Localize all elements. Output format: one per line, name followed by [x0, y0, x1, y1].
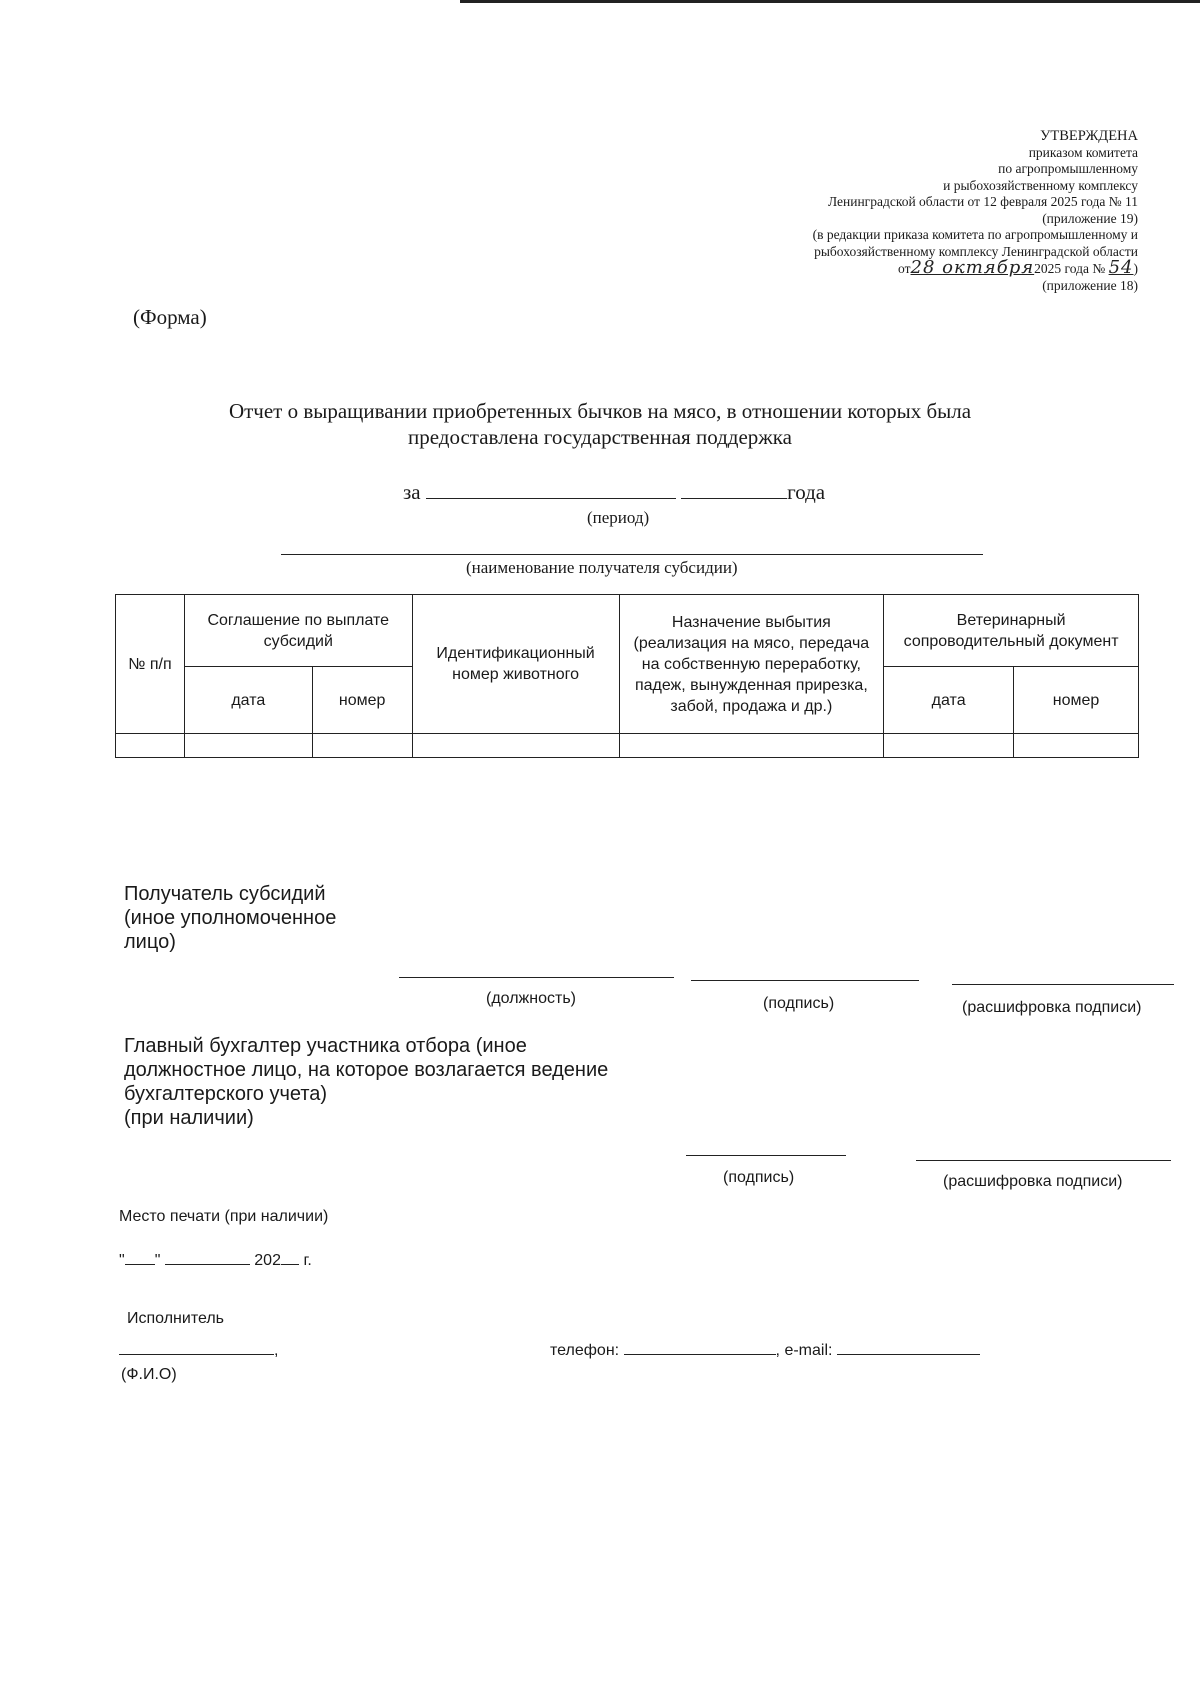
accountant-line-2: должностное лицо, на которое возлагается ведение [124, 1059, 609, 1081]
period-caption: (период) [587, 508, 650, 527]
approval-line: и рыбохозяйственному комплексу [943, 177, 1138, 193]
accountant-line-3: бухгалтерского учета) [124, 1083, 328, 1105]
table-cell[interactable] [116, 734, 185, 758]
recipient-name-line[interactable] [281, 554, 983, 555]
period-blank[interactable] [426, 480, 676, 499]
title-line-2: предоставлена государственная поддержка [407, 425, 792, 449]
approval-line: рыбохозяйственному комплексу Ленинградской области [814, 243, 1138, 259]
recipient-caption: (наименование получателя субсидии) [466, 558, 738, 577]
executor-name-row [119, 1340, 278, 1360]
approval-date-line [813, 257, 1138, 278]
document-title [150, 398, 1050, 450]
header-agreement-date: дата [184, 667, 312, 734]
date-line [119, 1250, 312, 1270]
form-label: (Форма) [133, 305, 207, 329]
approval-line: приказом комитета [1028, 144, 1138, 160]
recipient-line-1: Получатель субсидий [124, 883, 326, 905]
period-suffix: года [787, 480, 826, 504]
executor-comma: , [274, 1342, 279, 1359]
phone-blank[interactable] [624, 1340, 776, 1355]
signature-caption: (подпись) [763, 995, 835, 1012]
year-blank[interactable] [681, 480, 787, 499]
header-animal-id: Идентификационный номер животного [412, 595, 619, 734]
report-table [115, 594, 1139, 758]
executor-name-blank[interactable] [119, 1340, 274, 1355]
header-agreement-number: номер [312, 667, 412, 734]
contact-row [550, 1340, 980, 1360]
approval-line: (в редакции приказа комитета по агропромышленному и [812, 227, 1138, 242]
accountant-decode-line[interactable] [916, 1160, 1171, 1161]
decode-line[interactable] [952, 984, 1174, 985]
position-caption: (должность) [486, 990, 576, 1007]
year-prefix: 202 [254, 1252, 281, 1269]
close-quote: " [154, 1252, 161, 1269]
date-prefix: от [898, 261, 911, 276]
approval-line: Ленинградской области от 12 февраля 2025 года № 11 [827, 194, 1138, 209]
decode-caption: (расшифровка подписи) [962, 999, 1142, 1016]
header-vet-doc: Ветеринарный сопроводительный документ [884, 595, 1139, 667]
close-paren: ) [1133, 261, 1138, 276]
header-agreement: Соглашение по выплате субсидий [184, 595, 412, 667]
signature-line[interactable] [691, 980, 919, 981]
handwritten-date: 28 октября [910, 257, 1035, 278]
open-quote: " [119, 1252, 125, 1269]
table-cell[interactable] [619, 734, 884, 758]
header-disposal: Назначение выбытия (реализация на мясо, передача на собственную переработку, падеж, вынужденная прирезка, забой, продажа и др.) [619, 595, 884, 734]
table-cell[interactable] [412, 734, 619, 758]
accountant-block [124, 1034, 608, 1130]
month-blank[interactable] [165, 1250, 250, 1265]
header-vet-number: номер [1014, 667, 1139, 734]
recipient-line-2: (иное уполномоченное [124, 907, 337, 929]
email-label: , e-mail: [775, 1342, 833, 1359]
accountant-signature-caption: (подпись) [723, 1169, 795, 1186]
header-vet-date: дата [884, 667, 1014, 734]
accountant-signature-line[interactable] [686, 1155, 846, 1156]
table-cell[interactable] [312, 734, 412, 758]
period-row [403, 480, 825, 505]
period-prefix: за [403, 480, 421, 504]
year-digits-blank[interactable] [281, 1250, 299, 1265]
executor-fio: (Ф.И.О) [121, 1366, 177, 1383]
top-border-line [460, 0, 1200, 3]
executor-label: Исполнитель [127, 1310, 225, 1327]
accountant-line-4: (при наличии) [124, 1107, 254, 1129]
year-suffix: г. [303, 1252, 312, 1269]
recipient-line-3: лицо) [124, 931, 176, 953]
recipient-block [124, 882, 336, 954]
email-blank[interactable] [837, 1340, 980, 1355]
title-line-1: Отчет о выращивании приобретенных бычков на мясо, в отношении которых была [228, 399, 972, 423]
table-cell[interactable] [884, 734, 1014, 758]
phone-label: телефон: [550, 1342, 620, 1359]
table-cell[interactable] [184, 734, 312, 758]
stamp-label: Место печати (при наличии) [119, 1208, 329, 1225]
approval-appendix: (приложение 18) [1042, 277, 1138, 293]
accountant-decode-caption: (расшифровка подписи) [943, 1173, 1123, 1190]
approval-line: по агропромышленному [998, 161, 1138, 176]
accountant-line-1: Главный бухгалтер участника отбора (иное [124, 1035, 527, 1057]
approval-line: УТВЕРЖДЕНА [1040, 128, 1138, 144]
day-blank[interactable] [125, 1250, 155, 1265]
approval-line: (приложение 19) [1042, 210, 1138, 226]
position-line[interactable] [399, 977, 674, 978]
header-num: № п/п [116, 595, 185, 734]
handwritten-number: 54 [1108, 257, 1134, 278]
year-text: 2025 года № [1034, 261, 1106, 276]
approval-block [813, 128, 1138, 294]
table-cell[interactable] [1014, 734, 1139, 758]
